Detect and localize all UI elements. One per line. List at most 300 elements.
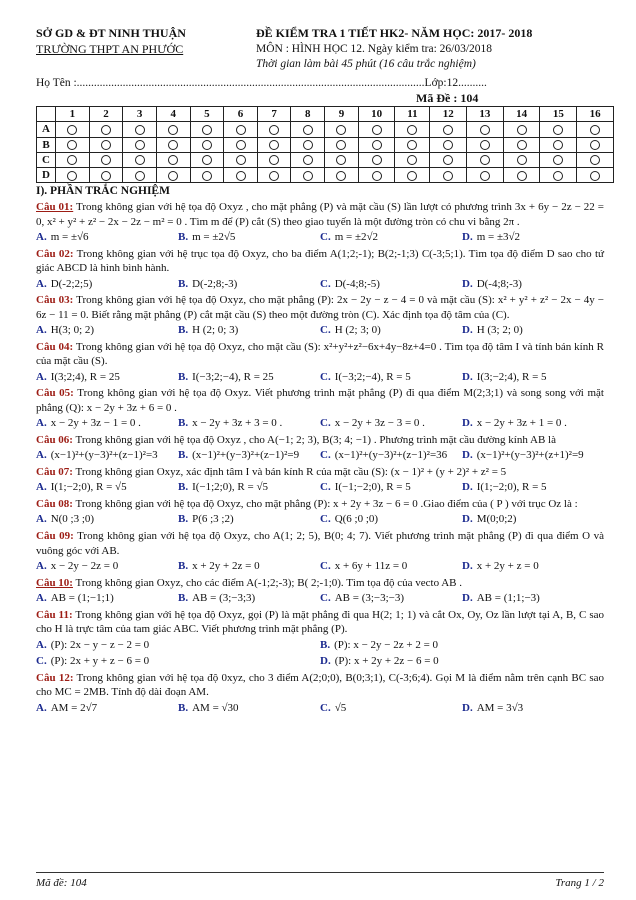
option-letter: C. [320, 231, 331, 244]
grid-column-header: 5 [190, 107, 224, 122]
questions-section [36, 184, 604, 717]
option-value: I(−1;2;0), R = √5 [192, 481, 268, 494]
answer-option[interactable] [178, 277, 320, 292]
department-name: SỞ GD & ĐT NINH THUẬN [36, 26, 186, 40]
option-value: D(-2;2;5) [50, 277, 93, 290]
option-letter: A. [36, 449, 47, 462]
question-body: Trong không gian với hệ tọa độ Oxyz, gọi (P) là mặt phẳng đi qua H(2; 1; 1) và cắt Ox, Oy, Oz lần lượt tại A, B, C sao cho H là trực tâm của tam giác ABC. Viết phương trình mặt phẳng (P). [36, 608, 604, 636]
answer-option[interactable] [462, 230, 604, 245]
option-value: AM = 2√7 [50, 701, 98, 714]
answer-bubble-icon[interactable] [135, 140, 145, 150]
answer-cell[interactable] [358, 137, 395, 152]
answer-bubble-icon[interactable] [590, 171, 600, 181]
answer-cell[interactable] [358, 168, 395, 183]
answer-cell[interactable] [577, 168, 614, 183]
answer-cell[interactable] [156, 122, 190, 137]
grid-column-header: 7 [257, 107, 291, 122]
answer-cell[interactable] [291, 122, 325, 137]
question-number: Câu 08: [36, 497, 73, 510]
answer-bubble-icon[interactable] [480, 171, 490, 181]
question-body: Trong không gian với hệ tọa độ Oxyz , cho A(−1; 2; 3), B(3; 4; −1) . Phương trình mặt cầu đường kính AB là [75, 433, 556, 446]
answer-cell[interactable] [358, 122, 395, 137]
answer-cell[interactable] [224, 137, 258, 152]
question-item [36, 576, 604, 606]
option-value: I(−3;2;−4), R = 5 [334, 370, 411, 383]
answer-cell[interactable] [467, 137, 504, 152]
option-letter: D. [462, 481, 473, 494]
option-value: x − 2y − 2z = 0 [50, 560, 119, 573]
answer-bubble-icon[interactable] [236, 140, 246, 150]
answer-bubble-icon[interactable] [67, 155, 77, 165]
question-body: Trong không gian với hệ tọa độ Oxyz, cho mặt cầu (S): x²+y²+z²−6x+4y−8z+4=0 . Tìm tọa độ tâm I và tính bán kính R của mặt cầu (S). [36, 340, 604, 368]
answer-bubble-icon[interactable] [553, 171, 563, 181]
question-item [36, 529, 604, 574]
option-letter: C. [320, 560, 331, 573]
option-value: (P): 2x − y − z − 2 = 0 [50, 638, 150, 651]
question-text [36, 247, 604, 276]
question-number: Câu 09: [36, 530, 74, 542]
question-number: Câu 01: [36, 201, 74, 214]
answer-bubble-icon[interactable] [517, 171, 527, 181]
answer-option[interactable] [462, 448, 604, 463]
option-letter: C. [320, 592, 331, 605]
answer-option[interactable] [462, 512, 604, 527]
answer-bubble-icon[interactable] [407, 171, 417, 181]
option-letter: D. [462, 231, 473, 244]
answer-option[interactable] [178, 323, 320, 338]
grid-column-header: 1 [56, 107, 90, 122]
option-letter: B. [178, 277, 189, 290]
exam-header [256, 26, 606, 71]
answer-cell[interactable] [467, 168, 504, 183]
grid-row-label: D [37, 168, 56, 183]
answer-bubble-icon[interactable] [443, 155, 453, 165]
answer-bubble-icon[interactable] [101, 155, 111, 165]
option-value: (P): 2x + y + z − 6 = 0 [50, 655, 150, 668]
answer-bubble-icon[interactable] [269, 155, 279, 165]
answer-option[interactable] [320, 638, 604, 653]
answer-cell[interactable] [577, 122, 614, 137]
question-item [36, 608, 604, 669]
answer-option[interactable] [178, 480, 320, 495]
option-letter: B. [178, 324, 189, 337]
answer-cell[interactable] [89, 122, 123, 137]
option-value: m = ±3√2 [476, 231, 521, 244]
exam-duration: Thời gian làm bài 45 phút (16 câu trắc nghiệm) [256, 57, 476, 70]
option-value: H(3; 0; 2) [50, 324, 95, 337]
answer-bubble-icon[interactable] [269, 171, 279, 181]
option-value: (x−1)²+(y−3)²+(z−1)²=3 [50, 449, 158, 462]
option-value: AB = (3;−3;3) [192, 592, 256, 605]
answer-bubble-icon[interactable] [553, 125, 563, 135]
answer-cell[interactable] [325, 152, 359, 167]
answer-bubble-icon[interactable] [480, 155, 490, 165]
option-value: AB = (1;−1;1) [50, 592, 114, 605]
question-text [36, 608, 604, 637]
answer-cell[interactable] [503, 137, 540, 152]
answer-cell[interactable] [325, 137, 359, 152]
answer-cell[interactable] [291, 168, 325, 183]
answer-cell[interactable] [503, 122, 540, 137]
answer-bubble-icon[interactable] [236, 155, 246, 165]
answer-cell[interactable] [540, 152, 577, 167]
answer-option[interactable] [320, 277, 462, 292]
answer-cell[interactable] [257, 137, 291, 152]
option-letter: A. [36, 592, 47, 605]
answer-option[interactable] [36, 480, 178, 495]
option-value: I(1;−2;0), R = 5 [476, 481, 547, 494]
option-value: (x−1)²+(y−3)²+(z+1)²=9 [476, 449, 584, 462]
answer-bubble-icon[interactable] [135, 125, 145, 135]
answer-bubble-icon[interactable] [67, 140, 77, 150]
answer-option[interactable] [36, 416, 178, 431]
grid-column-header: 11 [395, 107, 430, 122]
answer-bubble-icon[interactable] [269, 140, 279, 150]
answer-option[interactable] [36, 448, 178, 463]
answer-cell[interactable] [156, 168, 190, 183]
answer-bubble-icon[interactable] [443, 171, 453, 181]
answer-option[interactable] [320, 416, 462, 431]
question-number: Câu 05: [36, 387, 74, 400]
answer-cell[interactable] [503, 168, 540, 183]
option-value: AB = (3;−3;−3) [334, 592, 405, 605]
options-row [36, 416, 604, 431]
answer-cell[interactable] [257, 152, 291, 167]
answer-bubble-icon[interactable] [168, 155, 178, 165]
option-letter: B. [178, 417, 189, 430]
answer-option[interactable] [178, 448, 320, 463]
option-value: x − 2y + 3z + 1 = 0 . [476, 417, 567, 430]
answer-option[interactable] [178, 701, 320, 716]
question-item [36, 247, 604, 292]
answer-bubble-icon[interactable] [443, 125, 453, 135]
answer-bubble-icon[interactable] [168, 171, 178, 181]
answer-cell[interactable] [156, 152, 190, 167]
option-value: I(−1;−2;0), R = 5 [334, 481, 411, 494]
answer-option[interactable] [320, 701, 462, 716]
answer-cell[interactable] [56, 152, 90, 167]
answer-cell[interactable] [224, 168, 258, 183]
options-row [36, 638, 604, 653]
option-value: x − 2y + 3z + 3 = 0 . [192, 417, 283, 430]
answer-bubble-icon[interactable] [336, 125, 346, 135]
grid-column-header: 9 [325, 107, 359, 122]
answer-cell[interactable] [467, 152, 504, 167]
answer-option[interactable] [36, 323, 178, 338]
answer-option[interactable] [36, 638, 320, 653]
grid-column-header: 16 [577, 107, 614, 122]
answer-option[interactable] [320, 448, 462, 463]
question-item [36, 433, 604, 463]
answer-cell[interactable] [325, 168, 359, 183]
answer-option[interactable] [178, 512, 320, 527]
answer-cell[interactable] [358, 152, 395, 167]
answer-cell[interactable] [190, 152, 224, 167]
answer-cell[interactable] [540, 168, 577, 183]
grid-column-header: 3 [123, 107, 157, 122]
answer-option[interactable] [178, 370, 320, 385]
question-text [36, 529, 604, 558]
answer-bubble-icon[interactable] [303, 140, 313, 150]
option-letter: A. [36, 370, 47, 383]
answer-cell[interactable] [56, 122, 90, 137]
answer-option[interactable] [178, 559, 320, 574]
grid-column-header: 8 [291, 107, 325, 122]
answer-bubble-icon[interactable] [407, 140, 417, 150]
option-letter: A. [36, 417, 47, 430]
answer-option[interactable] [462, 323, 604, 338]
option-letter: C. [36, 655, 47, 668]
option-value: D(-2;8;-3) [192, 277, 238, 290]
answer-bubble-icon[interactable] [480, 140, 490, 150]
option-letter: D. [462, 513, 473, 526]
question-body: Trong không gian Oxyz, cho các điểm A(-1;2;-3); B( 2;-1;0). Tìm tọa độ của vecto AB . [75, 576, 463, 589]
answer-option[interactable] [320, 230, 462, 245]
answer-option[interactable] [36, 230, 178, 245]
option-value: H (3; 2; 0) [476, 324, 523, 337]
option-letter: A. [36, 560, 47, 573]
answer-cell[interactable] [190, 122, 224, 137]
answer-bubble-icon[interactable] [202, 171, 212, 181]
option-value: N(0 ;3 ;0) [50, 513, 95, 526]
answer-cell[interactable] [89, 152, 123, 167]
answer-cell[interactable] [540, 137, 577, 152]
answer-bubble-icon[interactable] [236, 125, 246, 135]
answer-bubble-icon[interactable] [236, 171, 246, 181]
answer-option[interactable] [462, 277, 604, 292]
options-row [36, 654, 604, 669]
answer-cell[interactable] [123, 122, 157, 137]
option-value: m = ±√6 [50, 231, 89, 244]
question-number: Câu 07: [36, 465, 73, 478]
school-header [36, 26, 266, 57]
answer-cell[interactable] [123, 137, 157, 152]
answer-bubble-icon[interactable] [168, 140, 178, 150]
answer-bubble-icon[interactable] [67, 125, 77, 135]
answer-bubble-icon[interactable] [101, 171, 111, 181]
grid-row-label: C [37, 152, 56, 167]
answer-cell[interactable] [395, 122, 430, 137]
options-row [36, 512, 604, 527]
answer-cell[interactable] [430, 152, 467, 167]
question-body: Trong không gian với hệ tọa độ Oxyz, cho A(1; 2; 5), B(0; 4; 7). Viết phương trình mặt phẳng (P) đi qua điểm O và vuông góc với AB. [36, 530, 604, 557]
option-letter: C. [320, 277, 331, 290]
answer-cell[interactable] [224, 152, 258, 167]
answer-cell[interactable] [89, 168, 123, 183]
answer-cell[interactable] [325, 122, 359, 137]
answer-cell[interactable] [257, 168, 291, 183]
answer-bubble-icon[interactable] [443, 140, 453, 150]
answer-cell[interactable] [224, 122, 258, 137]
option-value: P(6 ;3 ;2) [192, 513, 234, 526]
option-letter: B. [178, 560, 189, 573]
answer-bubble-icon[interactable] [202, 125, 212, 135]
answer-bubble-icon[interactable] [269, 125, 279, 135]
question-text [36, 497, 604, 512]
answer-bubble-icon[interactable] [372, 125, 382, 135]
answer-option[interactable] [36, 512, 178, 527]
option-value: x + 2y + 2z = 0 [192, 560, 260, 573]
grid-column-header: 10 [358, 107, 395, 122]
answer-bubble-icon[interactable] [135, 171, 145, 181]
answer-cell[interactable] [156, 137, 190, 152]
question-item [36, 671, 604, 716]
answer-option[interactable] [320, 323, 462, 338]
question-number: Câu 04: [36, 340, 74, 353]
question-text [36, 386, 604, 415]
question-body: Trong không gian với hệ tọa độ Oxyz, cho mặt phẳng (P): x + 2y + 3z − 6 = 0 .Giao điểm của ( P ) với trục Oz là : [75, 497, 578, 510]
answer-option[interactable] [462, 416, 604, 431]
answer-option[interactable] [320, 559, 462, 574]
answer-bubble-icon[interactable] [202, 140, 212, 150]
answer-cell[interactable] [190, 137, 224, 152]
answer-bubble-icon[interactable] [303, 171, 313, 181]
answer-option[interactable] [320, 512, 462, 527]
answer-bubble-icon[interactable] [517, 155, 527, 165]
answer-cell[interactable] [395, 137, 430, 152]
grid-column-header: 12 [430, 107, 467, 122]
grid-row-label: B [37, 137, 56, 152]
answer-cell[interactable] [395, 152, 430, 167]
answer-bubble-icon[interactable] [407, 125, 417, 135]
answer-bubble-icon[interactable] [135, 155, 145, 165]
answer-bubble-icon[interactable] [553, 155, 563, 165]
option-letter: D. [462, 324, 473, 337]
answer-bubble-icon[interactable] [303, 155, 313, 165]
question-number: Câu 06: [36, 433, 73, 446]
answer-bubble-icon[interactable] [517, 125, 527, 135]
answer-option[interactable] [36, 591, 178, 606]
option-letter: D. [462, 277, 473, 290]
answer-bubble-icon[interactable] [101, 125, 111, 135]
question-text [36, 293, 604, 322]
question-item [36, 340, 604, 385]
question-body: Trong không gian với hệ tọa độ Oxyz. Viết phương trình mặt phẳng (P) đi qua điểm M(2;3;1) và song song với mặt phẳng (Q): x − 2y + 3z + 6 = 0 . [36, 387, 604, 414]
answer-cell[interactable] [56, 168, 90, 183]
option-letter: D. [462, 560, 473, 573]
question-body: Trong không gian với hệ tọa độ Oxyz , cho mặt phẳng (P) và mặt cầu (S) lần lượt có phương trình 3x + 6y − 2z − 22 = 0, x² + y² + z² − 2x − 2z − m² = 0 . Tìm m để (P) cắt (S) theo giao tuyến là một đường tròn có chu vi bằng 2π . [36, 201, 604, 228]
answer-bubble-icon[interactable] [372, 155, 382, 165]
answer-cell[interactable] [430, 122, 467, 137]
answer-bubble-icon[interactable] [407, 155, 417, 165]
answer-bubble-icon[interactable] [372, 171, 382, 181]
answer-cell[interactable] [430, 168, 467, 183]
option-value: x + 6y + 11z = 0 [334, 560, 408, 573]
answer-cell[interactable] [503, 152, 540, 167]
answer-cell[interactable] [257, 122, 291, 137]
page-footer [36, 872, 604, 890]
option-value: H (2; 3; 0) [334, 324, 381, 337]
answer-bubble-icon[interactable] [303, 125, 313, 135]
grid-column-header: 13 [467, 107, 504, 122]
option-letter: B. [178, 231, 189, 244]
answer-option[interactable] [462, 701, 604, 716]
name-label: Họ Tên :.........................................................................................................................Lớp:12.......... [36, 77, 487, 89]
option-value: m = ±2√5 [192, 231, 236, 244]
answer-cell[interactable] [291, 137, 325, 152]
answer-option[interactable] [320, 370, 462, 385]
exam-title: ĐỀ KIỂM TRA 1 TIẾT HK2- NĂM HỌC: 2017- 2018 [256, 26, 533, 40]
answer-bubble-icon[interactable] [168, 125, 178, 135]
answer-option[interactable] [462, 559, 604, 574]
option-letter: A. [36, 513, 47, 526]
option-value: √5 [334, 701, 347, 714]
answer-option[interactable] [320, 480, 462, 495]
answer-bubble-icon[interactable] [336, 171, 346, 181]
exam-subject: MÔN : HÌNH HỌC 12. Ngày kiểm tra: 26/03/2018 [256, 42, 493, 55]
answer-option[interactable] [36, 277, 178, 292]
answer-option[interactable] [462, 480, 604, 495]
answer-option[interactable] [36, 654, 320, 669]
answer-option[interactable] [178, 591, 320, 606]
options-row [36, 277, 604, 292]
option-value: (x−1)²+(y−3)²+(z−1)²=36 [334, 449, 448, 462]
answer-cell[interactable] [291, 152, 325, 167]
answer-cell[interactable] [577, 152, 614, 167]
answer-option[interactable] [178, 230, 320, 245]
options-row [36, 701, 604, 716]
answer-option[interactable] [178, 416, 320, 431]
answer-cell[interactable] [89, 137, 123, 152]
section-title: I). PHẦN TRẮC NGHIỆM [36, 185, 170, 197]
answer-cell[interactable] [467, 122, 504, 137]
answer-option[interactable] [36, 370, 178, 385]
option-value: I(3;−2;4), R = 5 [476, 370, 547, 383]
answer-bubble-icon[interactable] [202, 155, 212, 165]
answer-cell[interactable] [395, 168, 430, 183]
answer-bubble-icon[interactable] [590, 125, 600, 135]
answer-bubble-icon[interactable] [590, 155, 600, 165]
answer-cell[interactable] [190, 168, 224, 183]
answer-bubble-icon[interactable] [553, 140, 563, 150]
school-name: TRƯỜNG THPT AN PHƯỚC [36, 41, 184, 56]
option-value: I(1;−2;0), R = √5 [50, 481, 127, 494]
answer-option[interactable] [320, 654, 604, 669]
option-letter: D. [320, 655, 331, 668]
answer-option[interactable] [462, 370, 604, 385]
answer-bubble-icon[interactable] [336, 155, 346, 165]
option-value: H (2; 0; 3) [192, 324, 239, 337]
answer-cell[interactable] [540, 122, 577, 137]
grid-corner [37, 107, 56, 122]
option-letter: C. [320, 481, 331, 494]
answer-option[interactable] [36, 701, 178, 716]
answer-cell[interactable] [56, 137, 90, 152]
answer-bubble-icon[interactable] [517, 140, 527, 150]
answer-cell[interactable] [123, 152, 157, 167]
answer-bubble-icon[interactable] [67, 171, 77, 181]
option-letter: B. [178, 449, 189, 462]
question-item [36, 497, 604, 527]
answer-bubble-icon[interactable] [480, 125, 490, 135]
answer-option[interactable] [36, 559, 178, 574]
answer-option[interactable] [462, 591, 604, 606]
question-item [36, 386, 604, 431]
answer-option[interactable] [320, 591, 462, 606]
answer-bubble-icon[interactable] [336, 140, 346, 150]
option-value: (x−1)²+(y−3)²+(z−1)²=9 [192, 449, 300, 462]
question-text [36, 576, 604, 591]
option-value: AM = √30 [192, 701, 239, 714]
option-value: (P): x + 2y + 2z − 6 = 0 [334, 655, 439, 668]
option-letter: D. [462, 370, 473, 383]
answer-cell[interactable] [430, 137, 467, 152]
answer-bubble-icon[interactable] [590, 140, 600, 150]
answer-cell[interactable] [123, 168, 157, 183]
answer-bubble-icon[interactable] [372, 140, 382, 150]
answer-cell[interactable] [577, 137, 614, 152]
answer-bubble-icon[interactable] [101, 140, 111, 150]
